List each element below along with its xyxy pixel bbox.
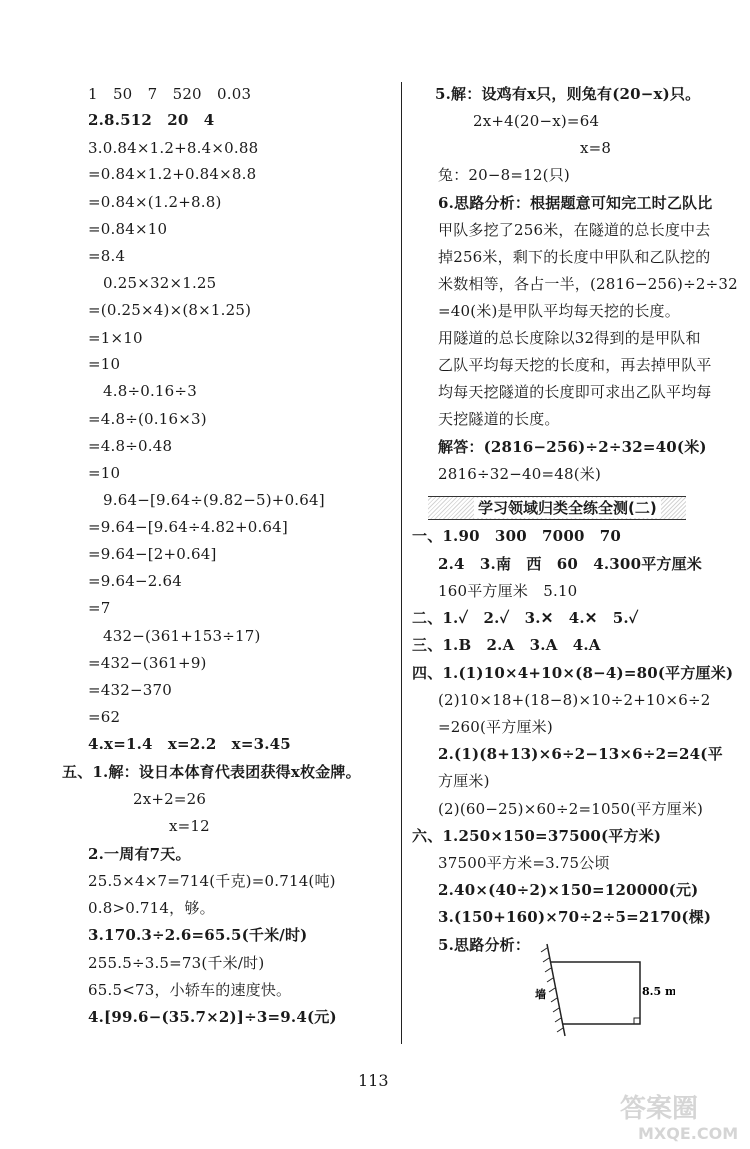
answer-line: =9.64−2.64	[88, 572, 182, 590]
answer-line: 解答：(2816−256)÷2÷32=40(米)	[438, 438, 707, 456]
answer-line: 2.一周有7天。	[88, 845, 191, 863]
answer-line: 天挖隧道的长度。	[438, 410, 560, 428]
section-title-bar	[428, 496, 686, 520]
column-divider	[401, 82, 402, 1044]
answer-line: 甲队多挖了256米，在隧道的总长度中去	[438, 221, 711, 239]
left-column	[0, 0, 400, 1060]
answer-line: 37500平方米=3.75公顷	[438, 854, 610, 872]
answer-line: 兔：20−8=12(只)	[438, 166, 570, 184]
answer-line: 三、1.B 2.A 3.A 4.A	[412, 636, 601, 654]
answer-line: =(0.25×4)×(8×1.25)	[88, 301, 252, 319]
diagram-figure	[535, 940, 675, 1040]
answer-line: =9.64−[9.64÷4.82+0.64]	[88, 518, 288, 536]
answer-line: 6.思路分析：根据题意可知完工时乙队比	[438, 194, 713, 212]
answer-line: x=12	[169, 817, 210, 835]
answer-line: =0.84×(1.2+8.8)	[88, 193, 222, 211]
answer-line: =10	[88, 355, 121, 373]
page-number: 113	[358, 1071, 389, 1090]
answer-line: =0.84×1.2+0.84×8.8	[88, 165, 257, 183]
answer-line: 掉256米，剩下的长度中甲队和乙队挖的	[438, 248, 711, 266]
answer-line: =8.4	[88, 247, 126, 265]
section-title: 学习领域归类全练全测(二)	[474, 498, 661, 518]
answer-line: 2x+2=26	[133, 790, 207, 808]
answer-line: 2816÷32−40=48(米)	[438, 465, 602, 483]
svg-text:答案圈: 答案圈	[620, 1094, 699, 1124]
answer-line: (2)(60−25)×60÷2=1050(平方厘米)	[438, 800, 704, 818]
answer-line: 四、1.(1)10×4+10×(8−4)=80(平方厘米)	[412, 664, 734, 682]
answer-line: =7	[88, 599, 111, 617]
answer-line: =10	[88, 464, 121, 482]
answer-line: 3.170.3÷2.6=65.5(千米/时)	[88, 926, 308, 944]
answer-line: 2.8.512 20 4	[88, 111, 215, 129]
answer-line: 二、1.✓ 2.✓ 3.✕ 4.✕ 5.✓	[412, 609, 639, 627]
answer-line: 9.64−[9.64÷(9.82−5)+0.64]	[103, 491, 325, 509]
answer-line: 方厘米)	[438, 772, 490, 790]
answer-line: =432−(361+9)	[88, 654, 207, 672]
answer-line: 25.5×4×7=714(千克)=0.714(吨)	[88, 872, 336, 890]
answer-line: =432−370	[88, 681, 172, 699]
answer-line: =62	[88, 708, 121, 726]
watermark-logo	[600, 1085, 750, 1145]
answer-line: =4.8÷0.48	[88, 437, 173, 455]
answer-line: 65.5<73，小轿车的速度快。	[88, 981, 292, 999]
answer-line: 4.[99.6−(35.7×2)]÷3=9.4(元)	[88, 1008, 337, 1026]
answer-line: 五、1.解：设日本体育代表团获得x枚金牌。	[62, 763, 361, 781]
wall-rectangle-diagram	[535, 940, 675, 1040]
answer-line: 432−(361+153÷17)	[103, 627, 261, 645]
answer-line: =40(米)是甲队平均每天挖的长度。	[438, 302, 680, 320]
answer-line: 2.4 3.南 西 60 4.300平方厘米	[438, 555, 703, 573]
answer-line: 3.0.84×1.2+8.4×0.88	[88, 139, 259, 157]
right-column	[410, 0, 750, 1060]
answer-line: =260(平方厘米)	[438, 718, 553, 736]
answer-line: 2x+4(20−x)=64	[473, 112, 600, 130]
answer-line: 5.解：设鸡有x只，则兔有(20−x)只。	[435, 85, 701, 103]
answer-line: 160平方厘米 5.10	[438, 582, 578, 600]
answer-line: 255.5÷3.5=73(千米/时)	[88, 954, 265, 972]
answer-line: 六、1.250×150=37500(平方米)	[412, 827, 662, 845]
answer-line: 5.思路分析：	[438, 936, 531, 954]
answer-line: =1×10	[88, 329, 143, 347]
answer-line: 4.8÷0.16÷3	[103, 382, 197, 400]
answer-line: x=8	[580, 139, 612, 157]
answer-line: 3.(150+160)×70÷2÷5=2170(棵)	[438, 908, 712, 926]
answer-line: 2.40×(40÷2)×150=120000(元)	[438, 881, 699, 899]
answer-line: 0.25×32×1.25	[103, 274, 217, 292]
answer-line: 均每天挖隧道的长度即可求出乙队平均每	[438, 383, 712, 401]
answer-line: (2)10×18+(18−8)×10÷2+10×6÷2	[438, 691, 711, 709]
answer-line: 乙队平均每天挖的长度和，再去掉甲队平	[438, 356, 712, 374]
answer-line: 米数相等，各占一半，(2816−256)÷2÷32	[438, 275, 738, 293]
svg-text:MXQE.COM: MXQE.COM	[638, 1124, 739, 1143]
answer-line: 一、1.90 300 7000 70	[412, 527, 622, 545]
answer-line: =9.64−[2+0.64]	[88, 545, 217, 563]
length-label: 8.5 m	[642, 985, 675, 998]
answer-line: =4.8÷(0.16×3)	[88, 410, 207, 428]
answer-line: 1 50 7 520 0.03	[88, 85, 252, 103]
answer-line: =0.84×10	[88, 220, 168, 238]
answer-line: 4.x=1.4 x=2.2 x=3.45	[88, 735, 291, 753]
answer-line: 用隧道的总长度除以32得到的是甲队和	[438, 329, 701, 347]
answer-line: 2.(1)(8+13)×6÷2−13×6÷2=24(平	[438, 745, 723, 763]
wall-label: 墙	[535, 988, 546, 1001]
answer-line: 0.8>0.714，够。	[88, 899, 215, 917]
